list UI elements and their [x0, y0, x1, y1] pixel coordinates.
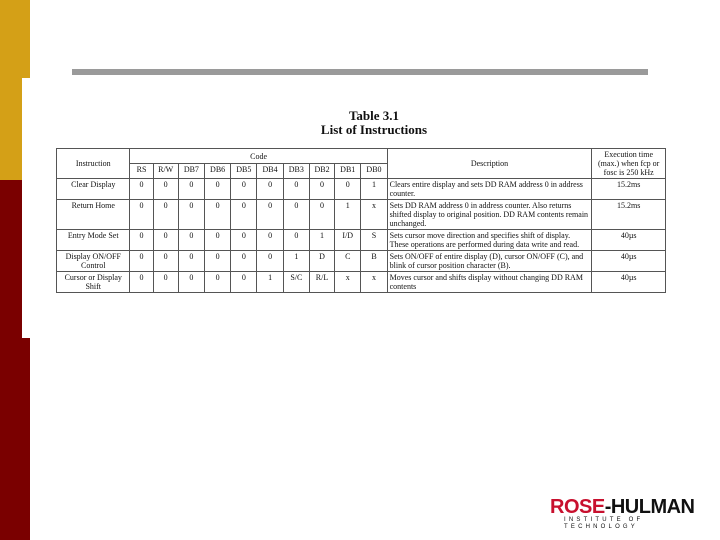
- code-bit: 0: [153, 230, 178, 251]
- code-bit: 0: [130, 200, 153, 230]
- code-bit: x: [335, 272, 361, 293]
- code-bit: x: [361, 200, 387, 230]
- code-bit: 0: [309, 200, 334, 230]
- code-bit: 0: [283, 230, 309, 251]
- code-col-header: DB5: [231, 164, 257, 179]
- code-bit: 0: [257, 179, 283, 200]
- instruction-name: Cursor or Display Shift: [57, 272, 130, 293]
- code-col-header: DB6: [205, 164, 231, 179]
- code-bit: 1: [283, 251, 309, 272]
- code-bit: x: [361, 272, 387, 293]
- code-bit: 0: [205, 179, 231, 200]
- code-bit: 0: [205, 230, 231, 251]
- code-bit: 0: [178, 251, 204, 272]
- code-bit: 0: [178, 272, 204, 293]
- code-bit: 0: [335, 179, 361, 200]
- instruction-description: Sets cursor move direction and specifies shift of display. These operations are performed during data write and read.: [387, 230, 592, 251]
- execution-time: 40µs: [592, 230, 666, 251]
- code-bit: 0: [257, 251, 283, 272]
- table-row: [57, 251, 666, 272]
- code-col-header: DB2: [309, 164, 334, 179]
- logo-tagline: INSTITUTE OF TECHNOLOGY: [564, 517, 644, 530]
- code-bit: 0: [153, 200, 178, 230]
- logo-rose: ROSE: [550, 496, 605, 518]
- code-col-header: DB1: [335, 164, 361, 179]
- code-bit: 0: [205, 251, 231, 272]
- code-col-header: DB3: [283, 164, 309, 179]
- code-bit: 0: [153, 179, 178, 200]
- logo-hulman: -HULMAN: [604, 496, 695, 518]
- code-bit: 0: [257, 230, 283, 251]
- code-col-header: DB4: [257, 164, 283, 179]
- code-bit: 0: [231, 179, 257, 200]
- instruction-name: Clear Display: [57, 179, 130, 200]
- instruction-name: Entry Mode Set: [57, 230, 130, 251]
- title-rule: [72, 69, 648, 75]
- code-bit: 1: [257, 272, 283, 293]
- header-description: Description: [387, 149, 592, 179]
- code-bit: 0: [205, 272, 231, 293]
- code-bit: 0: [153, 272, 178, 293]
- code-bit: 0: [153, 251, 178, 272]
- instruction-description: Sets ON/OFF of entire display (D), cursor ON/OFF (C), and blink of cursor position character (B).: [387, 251, 592, 272]
- code-bit: 0: [257, 200, 283, 230]
- code-bit: 0: [231, 230, 257, 251]
- code-bit: 0: [178, 230, 204, 251]
- code-bit: 0: [283, 179, 309, 200]
- instruction-description: Clears entire display and sets DD RAM address 0 in address counter.: [387, 179, 592, 200]
- table-row: [57, 272, 666, 293]
- code-bit: D: [309, 251, 334, 272]
- execution-time: 40µs: [592, 272, 666, 293]
- rose-hulman-logo: [550, 496, 708, 530]
- code-bit: 1: [335, 200, 361, 230]
- execution-time: 40µs: [592, 251, 666, 272]
- table-subtitle: List of Instructions: [320, 122, 428, 137]
- code-bit: 0: [130, 179, 153, 200]
- table-row: [57, 230, 666, 251]
- code-bit: 0: [309, 179, 334, 200]
- left-notch-gold: [22, 0, 30, 78]
- code-bit: R/L: [309, 272, 334, 293]
- instruction-description: Sets DD RAM address 0 in address counter. Also returns shifted display to original position. DD RAM contents remain unchanged.: [387, 200, 592, 230]
- code-col-header: DB0: [361, 164, 387, 179]
- code-bit: I/D: [335, 230, 361, 251]
- code-col-header: RS: [130, 164, 153, 179]
- code-col-header: R/W: [153, 164, 178, 179]
- code-bit: 0: [178, 200, 204, 230]
- instruction-name: Display ON/OFF Control: [57, 251, 130, 272]
- instruction-name: Return Home: [57, 200, 130, 230]
- table-row: [57, 200, 666, 230]
- header-code: Code: [130, 149, 387, 164]
- table-row: [57, 179, 666, 200]
- instruction-table: [56, 148, 666, 293]
- code-bit: 1: [361, 179, 387, 200]
- code-bit: 0: [283, 200, 309, 230]
- header-instruction: Instruction: [57, 149, 130, 179]
- code-bit: 0: [231, 251, 257, 272]
- code-bit: S/C: [283, 272, 309, 293]
- header-exec-time: Execution time (max.) when fcp or fosc is 250 kHz: [592, 149, 666, 179]
- instruction-description: Moves cursor and shifts display without changing DD RAM contents: [387, 272, 592, 293]
- table-title: Table 3.1: [348, 108, 400, 123]
- code-bit: 1: [309, 230, 334, 251]
- code-bit: 0: [130, 230, 153, 251]
- code-bit: 0: [178, 179, 204, 200]
- code-bit: S: [361, 230, 387, 251]
- code-bit: C: [335, 251, 361, 272]
- code-bit: 0: [130, 251, 153, 272]
- code-col-header: DB7: [178, 164, 204, 179]
- code-bit: 0: [231, 272, 257, 293]
- code-bit: B: [361, 251, 387, 272]
- logo-wordmark: [550, 497, 708, 517]
- code-bit: 0: [130, 272, 153, 293]
- code-bit: 0: [231, 200, 257, 230]
- execution-time: 15.2ms: [592, 200, 666, 230]
- table-header-row: [57, 149, 666, 164]
- execution-time: 15.2ms: [592, 179, 666, 200]
- code-bit: 0: [205, 200, 231, 230]
